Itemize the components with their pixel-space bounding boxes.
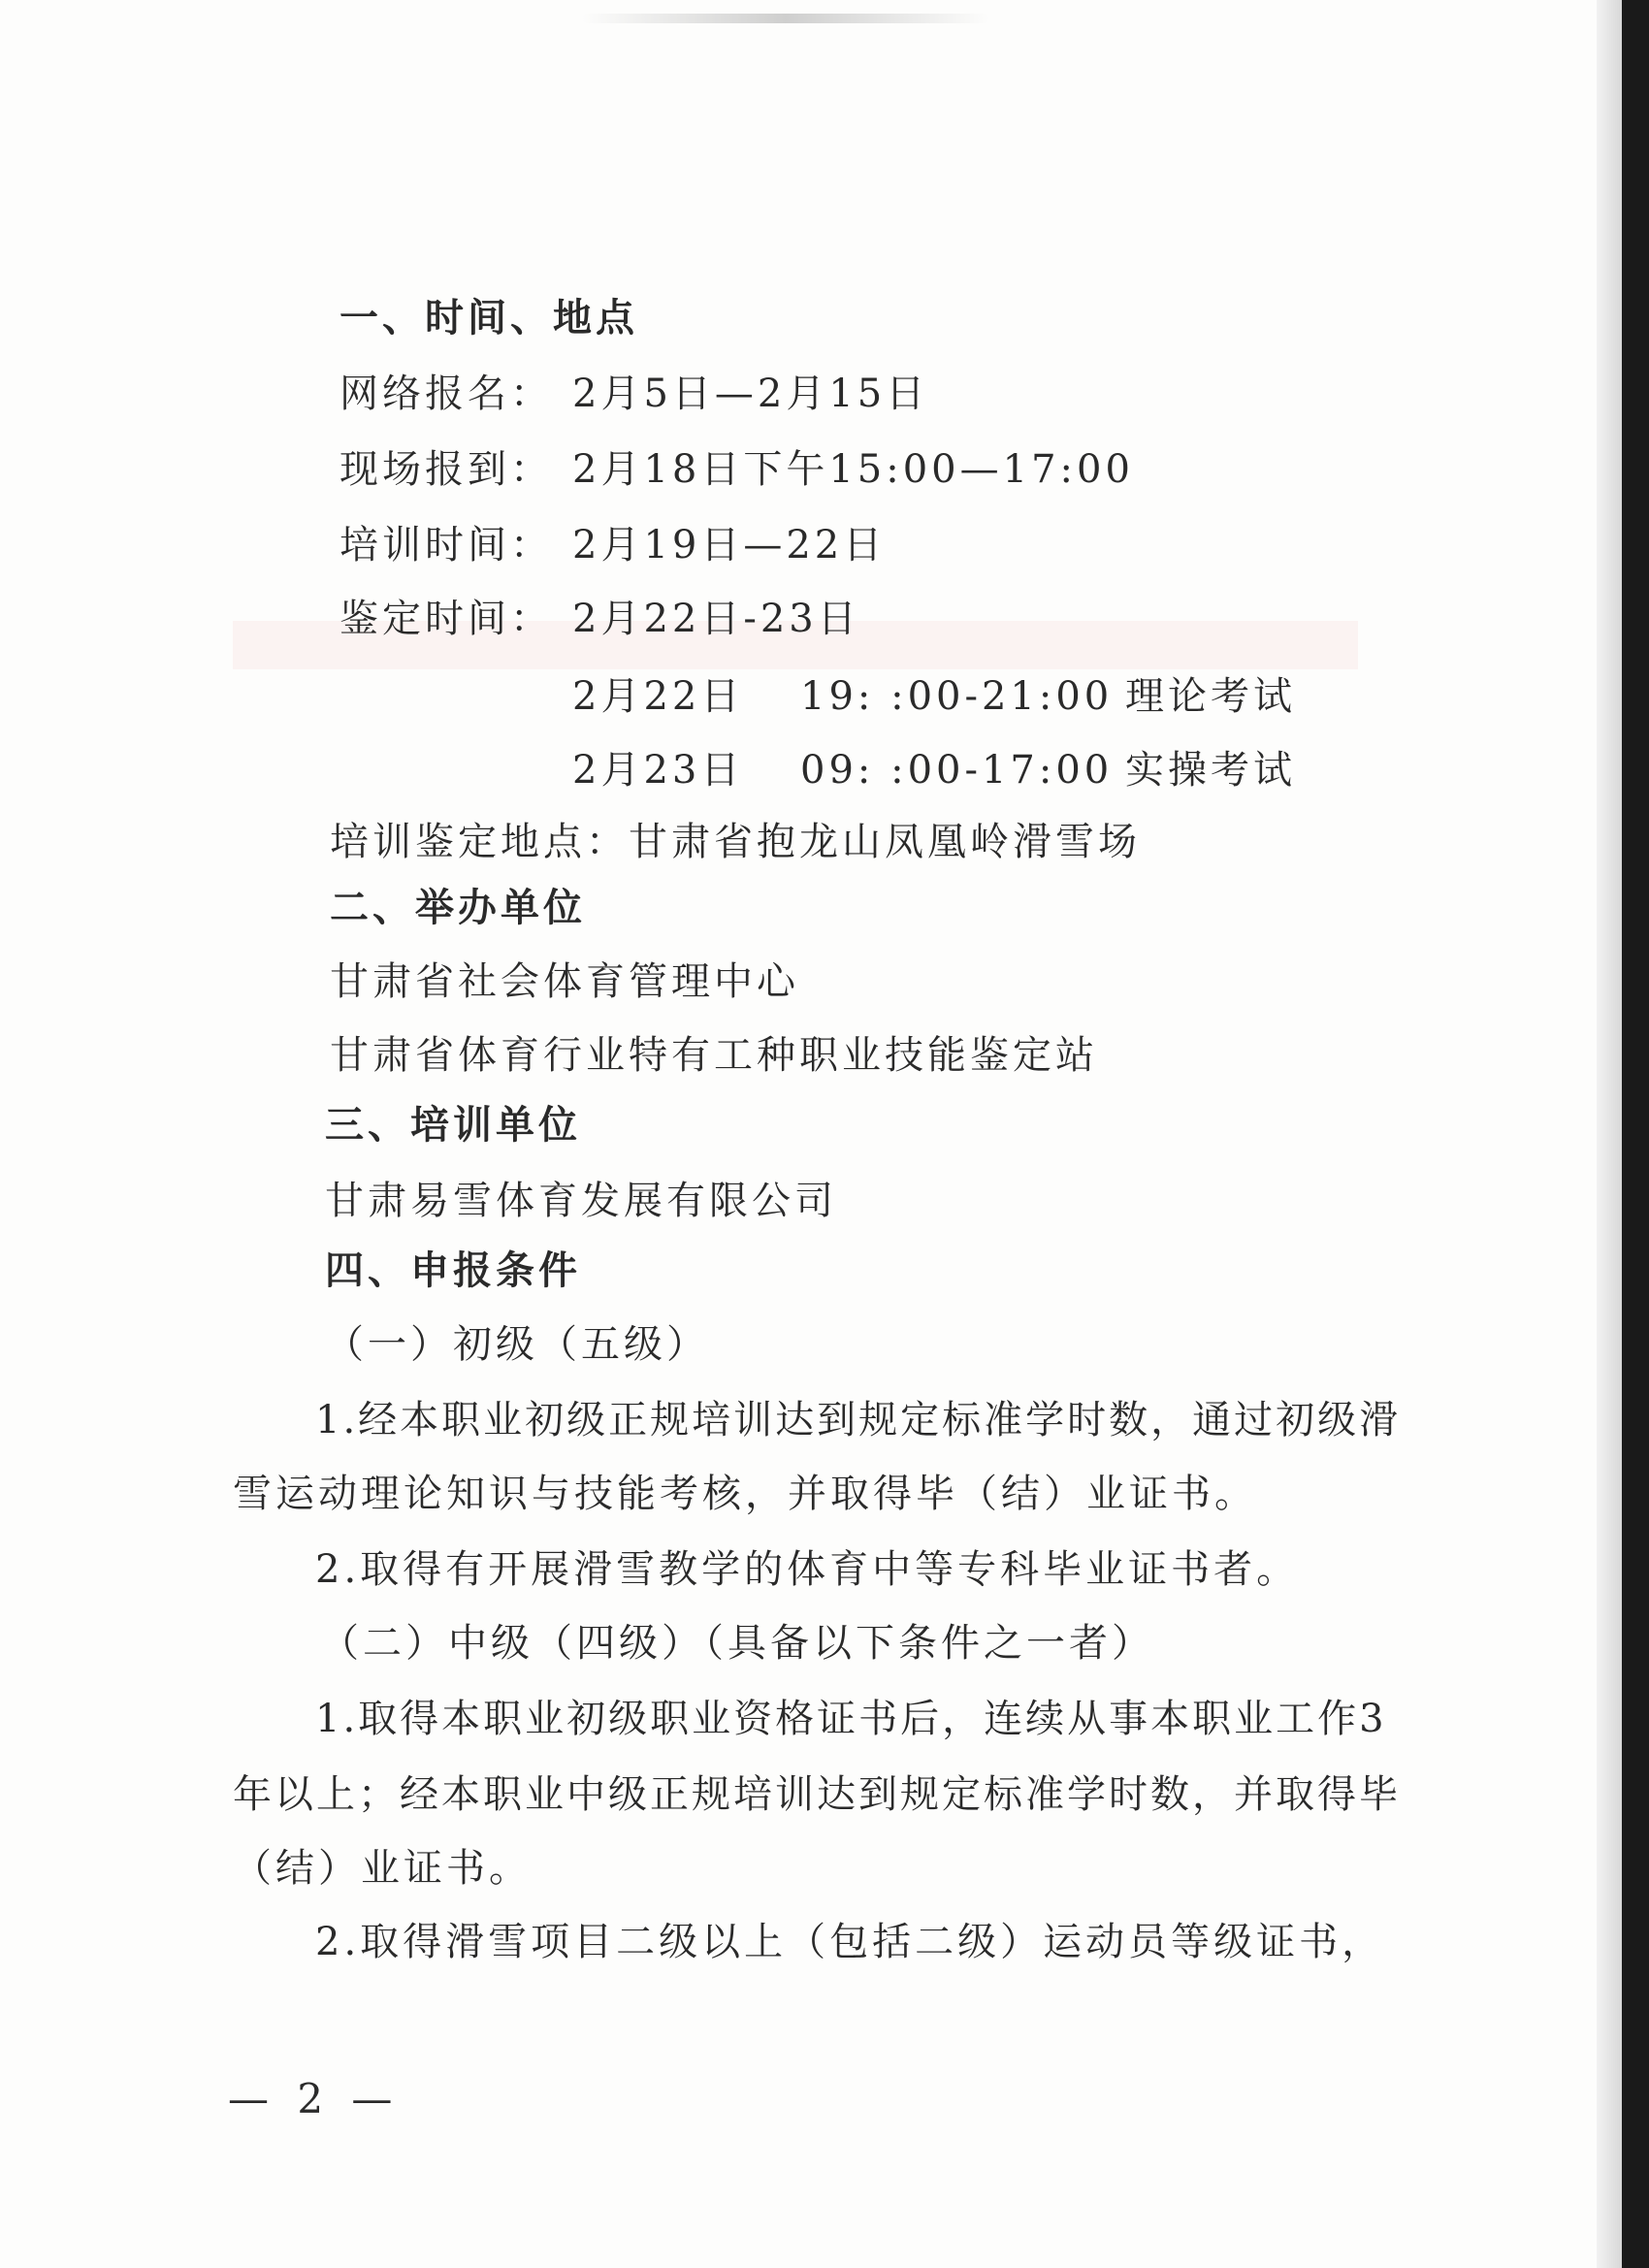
junior-item1-line2: 雪运动理论知识与技能考核，并取得毕（结）业证书。 <box>233 1472 1257 1516</box>
page-number: — 2 — <box>228 2075 401 2122</box>
checkin-value: 2月18日下午15:00—17:00 <box>572 447 1134 492</box>
organizer-2: 甘肃省体育行业特有工种职业技能鉴定站 <box>330 1033 1098 1078</box>
intermediate-item1-line3: （结）业证书。 <box>233 1846 532 1891</box>
exam1-time: 19: :00-21:00 <box>800 674 1114 719</box>
training-org: 甘肃易雪体育发展有限公司 <box>325 1179 837 1223</box>
intermediate-item2: 2.取得滑雪项目二级以上（包括二级）运动员等级证书， <box>315 1920 1385 1964</box>
training-location: 培训鉴定地点：甘肃省抱龙山凤凰岭滑雪场 <box>330 820 1141 864</box>
exam2-type: 实操考试 <box>1125 748 1296 793</box>
scan-edge-shadow <box>1597 0 1622 2268</box>
scan-smudge <box>582 14 989 23</box>
intermediate-item1-line2: 年以上；经本职业中级正规培训达到规定标准学时数，并取得毕 <box>233 1772 1401 1817</box>
training-value: 2月19日—22日 <box>572 523 887 567</box>
intermediate-heading: （二）中级（四级）（具备以下条件之一者） <box>320 1621 1154 1666</box>
checkin-label: 现场报到： <box>340 447 553 492</box>
assessment-label: 鉴定时间： <box>340 597 553 641</box>
organizer-1: 甘肃省社会体育管理中心 <box>330 959 799 1004</box>
exam2-time: 09: :00-17:00 <box>800 748 1114 793</box>
section3-heading: 三、培训单位 <box>325 1103 581 1148</box>
registration-value: 2月5日—2月15日 <box>572 372 929 416</box>
exam1-date: 2月22日 <box>572 674 744 719</box>
section1-heading: 一、时间、地点 <box>340 296 638 340</box>
scan-edge <box>1622 0 1649 2268</box>
junior-heading: （一）初级（五级） <box>325 1322 709 1367</box>
exam1-type: 理论考试 <box>1125 674 1296 719</box>
checkin-row <box>340 442 1134 497</box>
section4-heading: 四、申报条件 <box>325 1248 581 1293</box>
training-label: 培训时间： <box>340 523 553 567</box>
intermediate-item1-line1: 1.取得本职业初级职业资格证书后，连续从事本职业工作3 <box>315 1697 1387 1741</box>
registration-row <box>340 367 928 421</box>
exam2-date: 2月23日 <box>572 748 744 793</box>
assessment-value: 2月22日-23日 <box>572 597 860 641</box>
registration-label: 网络报名： <box>340 372 553 416</box>
section2-heading: 二、举办单位 <box>330 886 586 930</box>
assessment-row <box>340 592 860 646</box>
junior-item1-line1: 1.经本职业初级正规培训达到规定标准学时数，通过初级滑 <box>315 1398 1402 1442</box>
junior-item2: 2.取得有开展滑雪教学的体育中等专科毕业证书者。 <box>315 1547 1300 1592</box>
training-row <box>340 518 886 572</box>
